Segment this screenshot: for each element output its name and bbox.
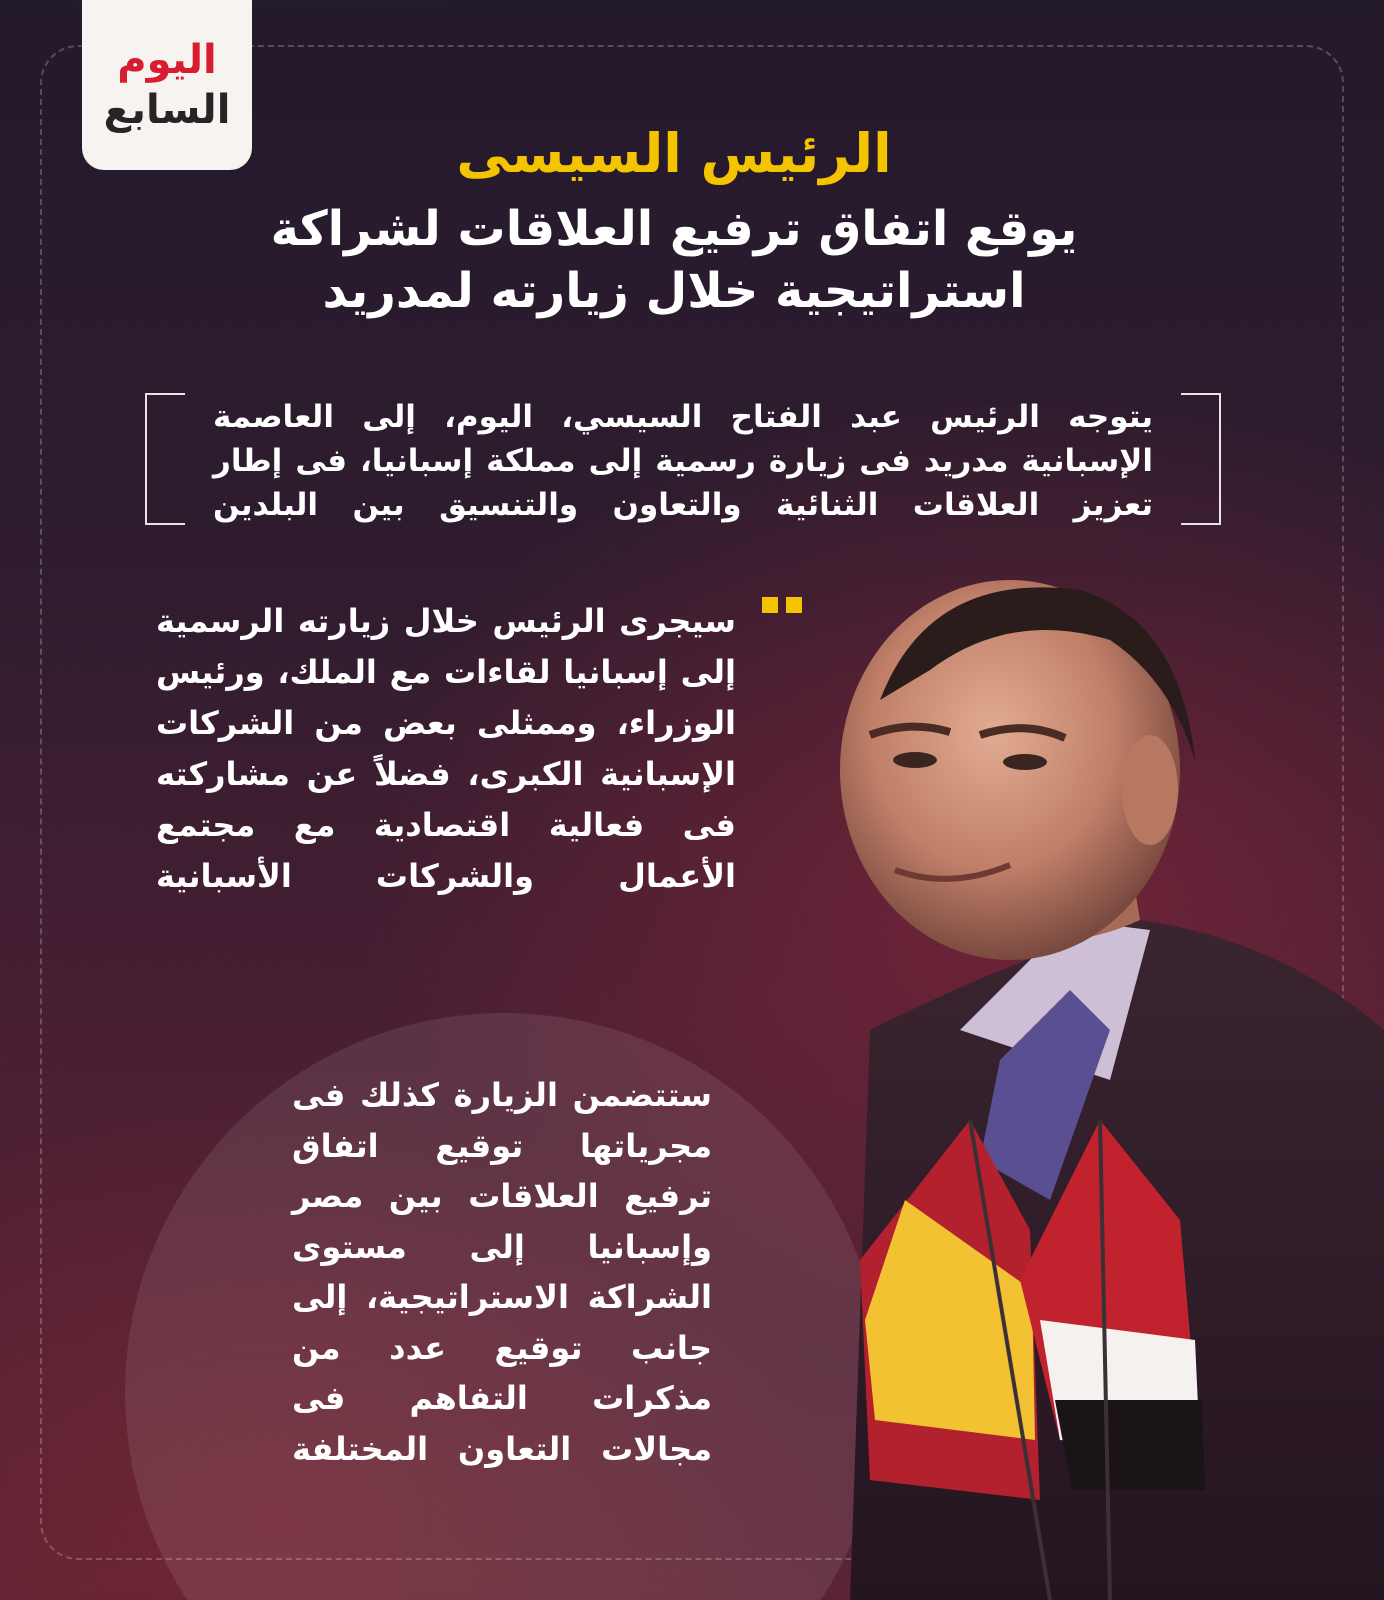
- point-1-line: الأعمال والشركات الأسبانية: [156, 857, 736, 895]
- point-2-line: مجالات التعاون المختلفة: [292, 1429, 712, 1468]
- point-1-line: فى فعالية اقتصادية مع مجتمع: [156, 806, 736, 844]
- intro-box: [145, 393, 1221, 525]
- bracket-left: [145, 393, 185, 525]
- point-1-line: الوزراء، وممثلى بعض من الشركات: [156, 704, 736, 742]
- headline-kicker: الرئيس السيسى: [456, 122, 892, 185]
- point-2-line: مذكرات التفاهم فى: [292, 1379, 712, 1417]
- point-2-line: ستتضمن الزيارة كذلك فى: [292, 1076, 712, 1114]
- headline-block: [264, 118, 1084, 322]
- bracket-right: [1181, 393, 1221, 525]
- point-1-line: سيجرى الرئيس خلال زيارته الرسمية: [156, 602, 736, 640]
- intro-paragraph: [213, 395, 1153, 527]
- brand-logo[interactable]: [82, 0, 252, 170]
- point-1-line: الإسبانية الكبرى، فضلاً عن مشاركته: [156, 755, 736, 793]
- double-square-bullet-icon: [762, 597, 802, 613]
- point-1-line: إلى إسبانيا لقاءات مع الملك، ورئيس: [156, 653, 736, 691]
- logo-word-1: اليوم: [117, 37, 217, 83]
- headline-line-2: استراتيجية خلال زيارته لمدريد: [322, 263, 1026, 319]
- intro-line: تعزيز العلاقات الثنائية والتعاون والتنسيق بين البلدين: [213, 487, 1153, 523]
- point-2-line: مجرياتها توقيع اتفاق: [292, 1126, 712, 1165]
- point-2-line: وإسبانيا إلى مستوى: [292, 1227, 712, 1266]
- president-portrait-with-flags: [810, 560, 1384, 1600]
- headline-title: [264, 198, 1084, 322]
- point-2-line: الشراكة الاستراتيجية، إلى: [292, 1278, 712, 1316]
- headline-line-1: يوقع اتفاق ترفيع العلاقات لشراكة: [270, 201, 1078, 257]
- point-2-line: ترفيع العلاقات بين مصر: [292, 1177, 712, 1215]
- logo-word-2: السابع: [103, 87, 231, 133]
- point-2-paragraph: [292, 1070, 712, 1474]
- point-1-paragraph: [156, 596, 736, 902]
- intro-line: يتوجه الرئيس عبد الفتاح السيسي، اليوم، إلى العاصمة: [213, 399, 1153, 435]
- intro-line: الإسبانية مدريد فى زيارة رسمية إلى مملكة إسبانيا، فى إطار: [213, 443, 1153, 479]
- point-2-line: جانب توقيع عدد من: [292, 1328, 712, 1367]
